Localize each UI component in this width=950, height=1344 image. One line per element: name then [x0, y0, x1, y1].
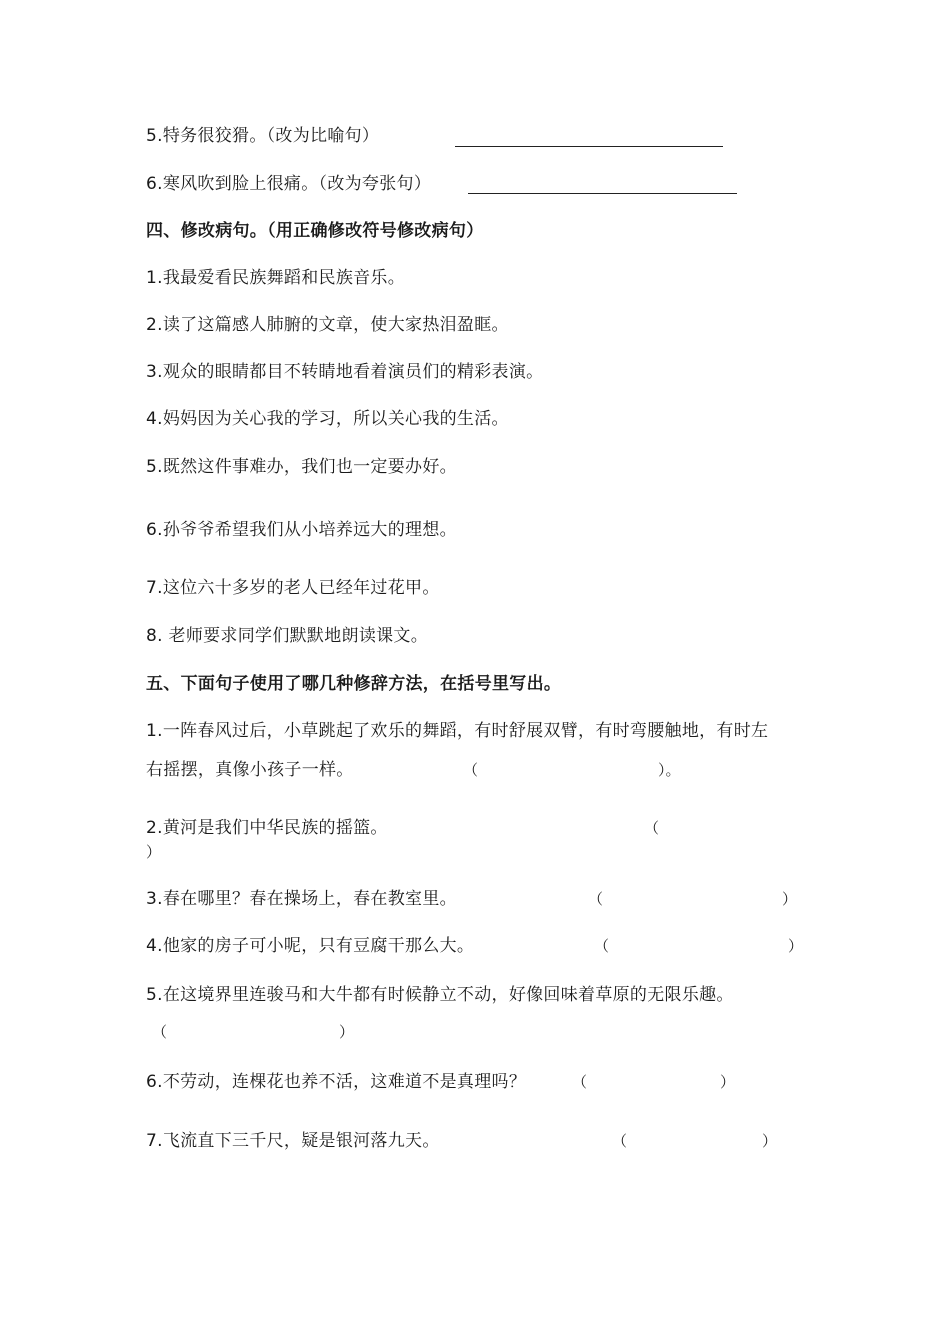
rhetoric-question-5: 5.在这境界里连骏马和大牛都有时候静立不动，好像回味着草原的无限乐趣。	[146, 985, 734, 1005]
rhetoric-question-1-line-1: 1.一阵春风过后，小草跳起了欢乐的舞蹈，有时舒展双臂，有时弯腰触地，有时左	[146, 721, 769, 741]
sick-sentence-8: 8. 老师要求同学们默默地朗读课文。	[146, 626, 429, 646]
answer-blank-5[interactable]	[455, 146, 723, 147]
answer-close-paren-7: ）	[762, 1132, 778, 1150]
rhetoric-question-4: 4.他家的房子可小呢，只有豆腐干那么大。	[146, 936, 475, 956]
rhetoric-question-3: 3.春在哪里？春在操场上，春在教室里。	[146, 889, 457, 909]
answer-close-paren-5: ）	[339, 1023, 355, 1041]
sick-sentence-1: 1.我最爱看民族舞蹈和民族音乐。	[146, 268, 406, 288]
rhetoric-question-1-line-2: 右摇摆，真像小孩子一样。	[146, 760, 354, 780]
answer-blank-6[interactable]	[468, 193, 737, 194]
sick-sentence-4: 4.妈妈因为关心我的学习，所以关心我的生活。	[146, 409, 509, 429]
section-4-heading: 四、修改病句。（用正确修改符号修改病句）	[146, 221, 484, 241]
rhetoric-question-7: 7.飞流直下三千尺，疑是银河落九天。	[146, 1131, 440, 1151]
rhetoric-question-6: 6.不劳动，连棵花也养不活，这难道不是真理吗？	[146, 1072, 527, 1092]
answer-open-paren-7: （	[612, 1132, 628, 1150]
rhetoric-question-2: 2.黄河是我们中华民族的摇篮。	[146, 818, 388, 838]
answer-close-paren-2: ）	[146, 843, 162, 861]
answer-open-paren-6: （	[572, 1073, 588, 1091]
answer-open-paren-5: （	[152, 1023, 168, 1041]
answer-close-paren-3: ）	[782, 890, 798, 908]
answer-close-paren-1: ）。	[658, 761, 681, 779]
answer-open-paren-1: （	[463, 761, 479, 779]
answer-close-paren-4: ）	[788, 937, 804, 955]
sick-sentence-2: 2.读了这篇感人肺腑的文章，使大家热泪盈眶。	[146, 315, 509, 335]
sick-sentence-3: 3.观众的眼睛都目不转睛地看着演员们的精彩表演。	[146, 362, 544, 382]
rewrite-question-5: 5.特务很狡猾。（改为比喻句）	[146, 126, 380, 146]
sick-sentence-6: 6.孙爷爷希望我们从小培养远大的理想。	[146, 520, 457, 540]
answer-open-paren-3: （	[588, 890, 604, 908]
answer-open-paren-4: （	[594, 937, 610, 955]
section-5-heading: 五、下面句子使用了哪几种修辞方法，在括号里写出。	[146, 674, 562, 694]
sick-sentence-5: 5.既然这件事难办，我们也一定要办好。	[146, 457, 457, 477]
answer-open-paren-2: （	[644, 819, 660, 837]
rewrite-question-6: 6.寒风吹到脸上很痛。（改为夸张句）	[146, 174, 432, 194]
answer-close-paren-6: ）	[720, 1073, 736, 1091]
sick-sentence-7: 7.这位六十多岁的老人已经年过花甲。	[146, 578, 440, 598]
